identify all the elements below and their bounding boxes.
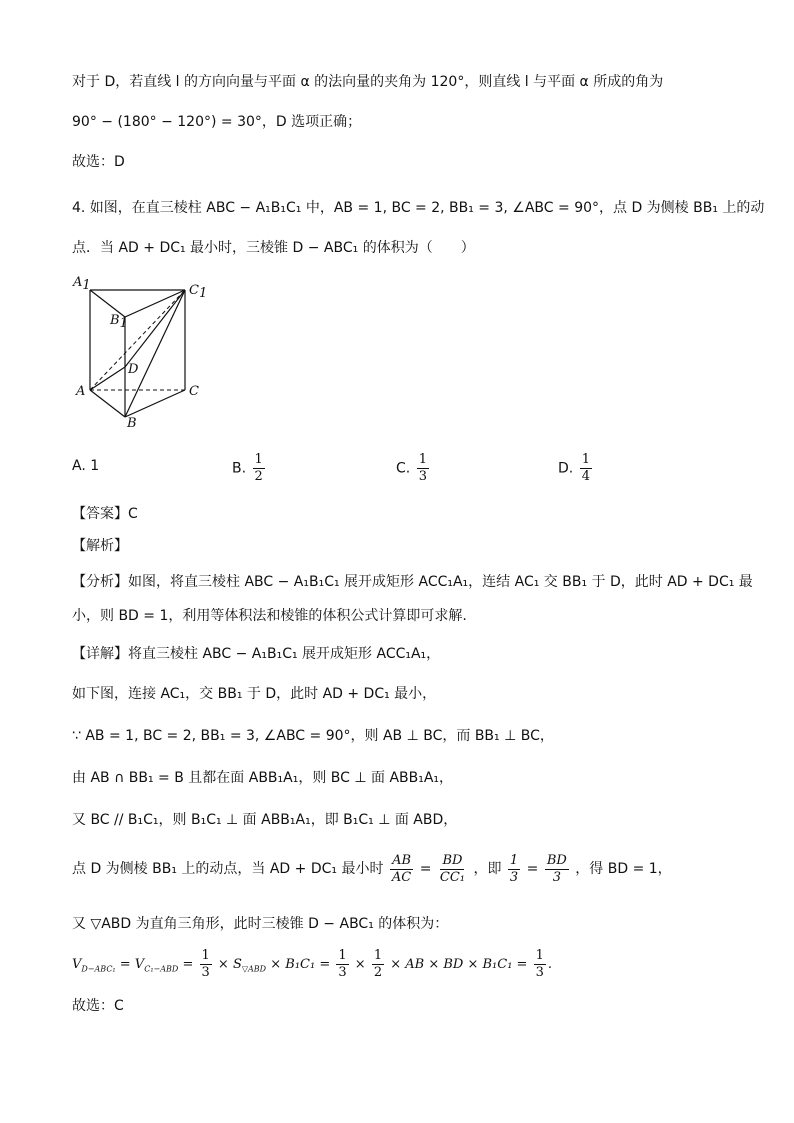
segment-dc1 [125,290,185,367]
label-a: A [76,384,86,399]
analysis-text: 【分析】如图，将直三棱柱 ABC − A₁B₁C₁ 展开成矩形 ACC₁A₁，连结 AC₁ 交 BB₁ 于 D，此时 AD + DC₁ 最 [72,574,753,590]
question-stem: 点．当 AD + DC₁ 最小时，三棱锥 D − ABC₁ 的体积为（ ） [72,240,475,256]
edge-a1b1 [90,290,125,317]
final-choice: 故选：C [72,998,124,1014]
label-b: B [127,416,137,431]
label-a1: A1 [73,275,91,293]
question-stem: 4. 如图，在直三棱柱 ABC − A₁B₁C₁ 中，AB = 1, BC = 2, BB₁ = 3, ∠ABC = 90°，点 D 为侧棱 BB₁ 上的动 [72,200,765,216]
analysis-text: 小，则 BD = 1，利用等体积法和棱锥的体积公式计算即可求解. [72,608,467,624]
text-line: 故选：D [72,154,125,170]
detail-text-fraction: 点 D 为侧棱 BB₁ 上的动点，当 AD + DC₁ 最小时 $\frac{AB}{AC}$ = $\frac{BD}{\text{CC₁}}$ ，即 $\frac{1}{3}$ = $\frac{BD}{3}$ ，得 BD = 1， [72,852,672,885]
option-b[interactable]: B. $\frac{1}{2}$ [232,452,263,484]
detail-text: 如下图，连接 AC₁，交 BB₁ 于 D，此时 AD + DC₁ 最小， [72,686,437,702]
option-c[interactable]: C. $\frac{1}{3}$ [396,452,427,484]
edge-bc1 [125,290,185,417]
option-a[interactable]: A. 1 [72,458,100,474]
segment-ad [90,367,125,390]
detail-text: 【详解】将直三棱柱 ABC − A₁B₁C₁ 展开成矩形 ACC₁A₁， [72,646,441,662]
text-line: 对于 D，若直线 l 的方向向量与平面 α 的法向量的夹角为 120°，则直线 l 与平面 α 所成的角为 [72,74,664,90]
text-line: 90° − (180° − 120°) = 30°，D 选项正确； [72,114,362,130]
edge-bc [125,390,185,417]
label-d: D [128,362,139,377]
detail-text: ∵ AB = 1, BC = 2, BB₁ = 3, ∠ABC = 90°，则 AB ⊥ BC，而 BB₁ ⊥ BC， [72,728,554,744]
detail-text: 由 AB ∩ BB₁ = B 且都在面 ABB₁A₁，则 BC ⊥ 面 ABB₁A₁， [72,770,454,786]
answer-label: 【答案】C [72,506,138,522]
label-c1: C1 [189,283,208,301]
detail-text: 又 BC // B₁C₁，则 B₁C₁ ⊥ 面 ABB₁A₁，即 B₁C₁ ⊥ 面 ABD， [72,812,458,828]
edge-ab [90,390,125,417]
option-d[interactable]: D. $\frac{1}{4}$ [558,452,590,484]
volume-formula: $V_{D-ABC_1} = V_{C_1-ABD}$ = $\frac{1}{3}$ × $S_{▽ABD} \times B_1C_1$ = $\frac{1}{3}$ × $\frac{1}{2}$ × AB × BD × B₁C₁ = $\frac{1}{3}$ . [72,948,553,980]
detail-text: 又 ▽ABD 为直角三角形，此时三棱锥 D − ABC₁ 的体积为： [72,916,449,932]
analysis-heading: 【解析】 [72,538,128,554]
edge-b1c1 [125,290,185,317]
prism-figure [70,272,220,432]
label-b1: B1 [110,313,128,331]
label-c: C [189,384,199,399]
